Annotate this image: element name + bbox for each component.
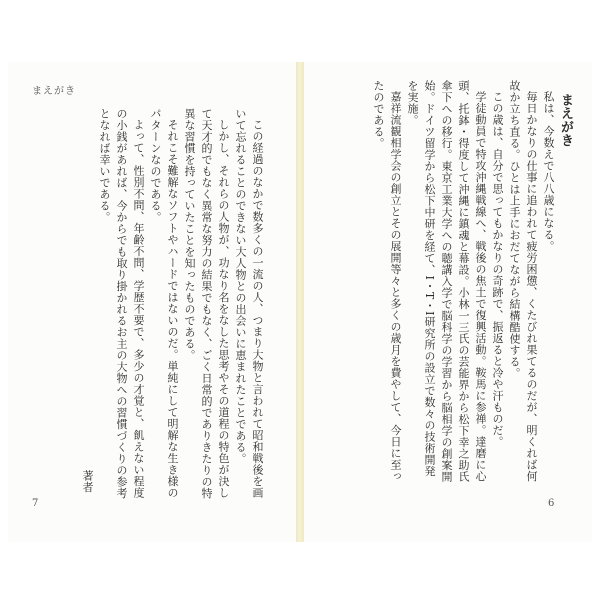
- left-page-body: [79, 108, 266, 503]
- body-paragraph: この歳は、自分で思ってもかなりの奇跡で、振返ると冷や汗ものだ。: [491, 91, 504, 448]
- body-paragraph: 毎日かなりの仕事に追われて疲労困憊、くたびれ果てるのだが、明くれば何故か立ち直る。ひとは上手におだてながら結構酷使する。: [508, 80, 538, 482]
- author-signature: 著者: [81, 470, 94, 493]
- body-paragraph: それこそ難解なソフトやハードではないのだ。単純にして明解な生き様のパターンなのである。: [149, 108, 179, 499]
- page-number-left: 7: [32, 498, 39, 509]
- chapter-title: まえがき: [558, 93, 573, 147]
- body-paragraph: 学徒動員で特攻沖縄戦線へ、戦後の焦土で復興活動。鞍馬に参禅。達磨に心頭、托鉢・得度して沖縄に鎮魂と幕設。小林一三氏の芸能界から松下幸之助氏傘下への移行。東京工業大学への聴講入学で脳科学の学習から脳相学の創案開始。ドイツ留学から松下中研を経て、I・T・I研究所の設立で数々の技術開発を実施。: [406, 80, 487, 483]
- book-gutter: [296, 62, 304, 542]
- right-page: [304, 62, 592, 542]
- body-paragraph: この経過のなかで数多くの一流の人、つまり大物と言われて昭和戦後を画いて忘れることのできない大人物との出会いに恵まれたことである。: [234, 108, 264, 499]
- left-page: [8, 62, 296, 542]
- book-spread: [8, 62, 592, 542]
- body-paragraph: 嘉祥流観相学会の創立とその展開等々と多くの歳月を費やして、今日に至ったのである。: [372, 80, 402, 482]
- body-paragraph: よって、性別不問、年齢不問、学歴不要で、多少の才覚と、飢えない程度の小銭があれば、今からでも取り掛かれるお主の大物への習慣づくりの参考となれば幸いである。: [98, 108, 145, 499]
- page-number-right: 6: [548, 498, 555, 509]
- body-paragraph: 私は、今数えで八八歳になる。: [542, 91, 555, 252]
- running-head: まえがき: [32, 86, 76, 97]
- body-paragraph: しかし、それらの人物が、功なり名をなした思考やその道程の特色が決して天才的でもなく異常な努力の結果でもなく、ごく日常的でありきたりの特異な習慣を持っていたことを知ったものである。: [183, 108, 230, 499]
- right-page-body: [370, 80, 574, 485]
